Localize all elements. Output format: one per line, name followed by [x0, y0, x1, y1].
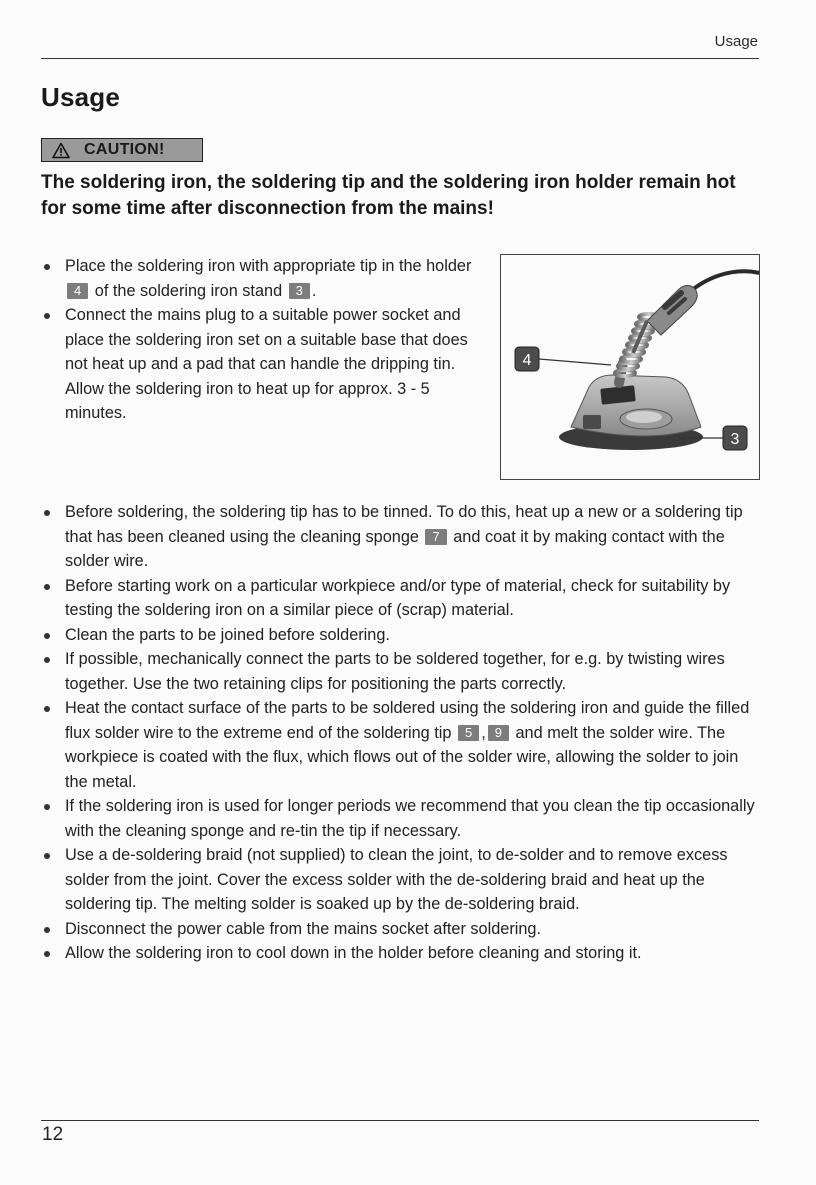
- list-item: Use a de-soldering braid (not supplied) to clean the joint, to de-solder and to remove excess solder from the joint. Cover the excess solder with the de-soldering braid and heat up the soldering tip. The melting solder is soaked up by the de-soldering braid.: [41, 843, 763, 917]
- page-number: 12: [42, 1124, 64, 1145]
- setup-steps-list: [41, 254, 491, 426]
- warning-triangle-icon: [52, 142, 70, 159]
- list-item: Allow the soldering iron to cool down in the holder before cleaning and storing it.: [41, 941, 763, 966]
- callout-holder: [515, 347, 539, 371]
- ref-badge-tip-b: 9: [488, 725, 509, 741]
- caution-label: CAUTION!: [84, 141, 165, 158]
- header-divider: [41, 58, 759, 59]
- caution-badge: [41, 138, 203, 162]
- list-item: Before soldering, the soldering tip has to be tinned. To do this, heat up a new or a soldering tip that has been cleaned using the cleaning sponge 7 and coat it by making contact with the solder wire.: [41, 500, 763, 574]
- list-item: Clean the parts to be joined before soldering.: [41, 623, 763, 648]
- caution-warning-text: The soldering iron, the soldering tip and the soldering iron holder remain hot for some time after disconnection from the mains!: [41, 172, 736, 219]
- usage-steps-list: [41, 500, 763, 966]
- list-item: Heat the contact surface of the parts to be soldered using the soldering iron and guide the filled flux solder wire to the extreme end of the soldering tip 5 , 9 and melt the solder wire. The workpiece is coated with the flux, which flows out of the solder wire, allowing the solder to join the metal.: [41, 696, 763, 794]
- list-item: If the soldering iron is used for longer periods we recommend that you clean the tip occasionally with the cleaning sponge and re-tin the tip if necessary.: [41, 794, 763, 843]
- list-item: Disconnect the power cable from the mains socket after soldering.: [41, 917, 763, 942]
- ref-badge-tip-a: 5: [458, 725, 479, 741]
- ref-badge-stand: 3: [289, 283, 310, 299]
- svg-text:3: 3: [730, 431, 740, 448]
- list-item: Before starting work on a particular workpiece and/or type of material, check for suitability by testing the soldering iron on a similar piece of (scrap) material.: [41, 574, 763, 623]
- soldering-station-illustration: [501, 255, 760, 480]
- svg-text:4: 4: [522, 352, 532, 369]
- soldering-station-figure: [500, 254, 760, 480]
- ref-badge-sponge: 7: [425, 529, 446, 545]
- ref-badge-holder: 4: [67, 283, 88, 299]
- footer-divider: [41, 1120, 759, 1121]
- list-item: Place the soldering iron with appropriate tip in the holder 4 of the soldering iron stand 3 .: [41, 254, 491, 303]
- list-item: If possible, mechanically connect the parts to be soldered together, for e.g. by twisting wires together. Use the two retaining clips for positioning the parts correctly.: [41, 647, 763, 696]
- list-item: Connect the mains plug to a suitable power socket and place the soldering iron set on a suitable base that does not heat up and a pad that can handle the dripping tin. Allow the soldering iron to heat up for approx. 3 - 5 minutes.: [41, 303, 491, 426]
- running-header: Usage: [714, 33, 758, 50]
- callout-stand: [723, 426, 747, 450]
- section-title: Usage: [41, 82, 121, 112]
